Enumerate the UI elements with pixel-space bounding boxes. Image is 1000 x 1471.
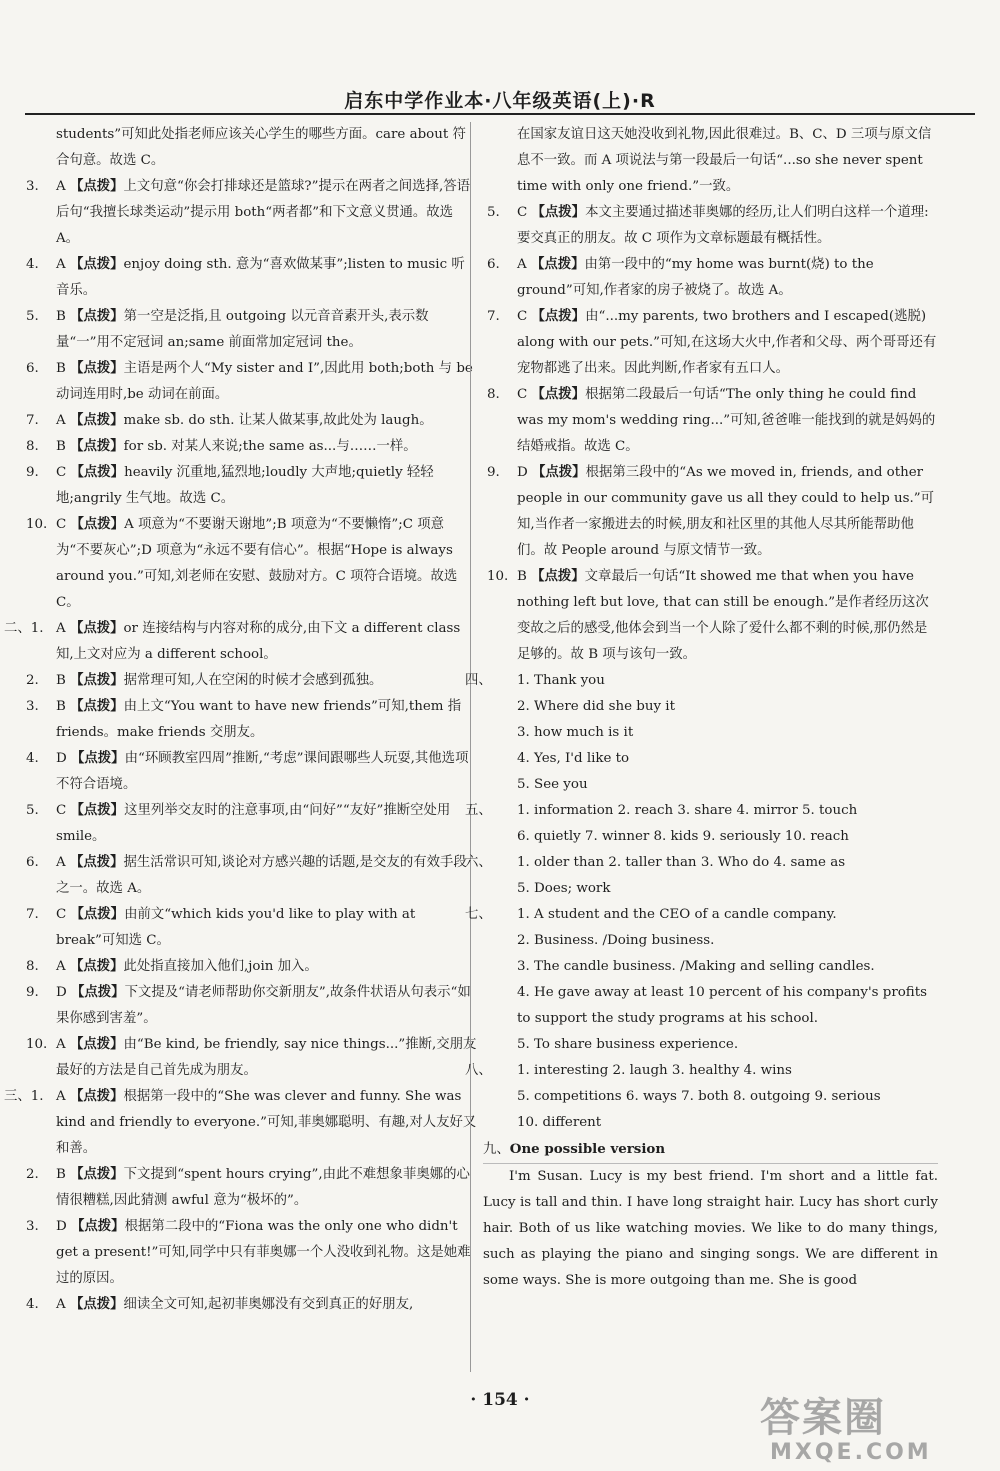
answer-item	[22, 174, 477, 252]
answer-item	[4, 1084, 477, 1162]
answer-item	[22, 460, 477, 512]
tip-label: 【点拨】	[69, 179, 124, 194]
answer-item	[22, 902, 477, 954]
answer-item	[22, 954, 477, 980]
answer-letter: B	[56, 699, 66, 714]
tip-label: 【点拨】	[69, 257, 124, 272]
tip-text: 第一空是泛指,且 outgoing 以元音音素开头,表示数量“一”用不定冠词 an;same 前面常加定冠词 the。	[56, 309, 429, 350]
column-divider	[470, 122, 471, 1372]
answer-letter: D	[56, 751, 67, 766]
answer-letter: A	[517, 257, 527, 272]
tip-text: make sb. do sth. 让某人做某事,故此处为 laugh。	[123, 413, 433, 428]
section-9	[483, 1136, 938, 1294]
section-6	[465, 850, 938, 902]
tip-text: enjoy doing sth. 意为“喜欢做某事”;listen to music 听音乐。	[56, 257, 465, 298]
page-header: 启东中学作业本·八年级英语(上)·R	[344, 90, 656, 112]
right-column	[465, 122, 938, 1294]
item-number: 7.	[26, 907, 39, 922]
tip-label: 【点拨】	[70, 309, 124, 324]
section-4	[465, 668, 938, 798]
item-number: 6.	[487, 257, 500, 272]
tip-label: 【点拨】	[69, 959, 124, 974]
tip-label: 【点拨】	[70, 1167, 124, 1182]
section-4-label: 四、	[465, 673, 492, 688]
answer-item	[22, 694, 477, 746]
item-number: 8.	[487, 387, 500, 402]
answer-item	[22, 122, 477, 174]
answer-item	[483, 564, 938, 668]
tip-label: 【点拨】	[531, 569, 585, 584]
item-number: 10.	[26, 1037, 48, 1052]
section-5-lines	[517, 798, 938, 850]
tip-label: 【点拨】	[70, 803, 125, 818]
tip-text: 此处指直接加入他们,join 加入。	[123, 959, 318, 974]
answer-line: 1. Thank you	[517, 673, 605, 688]
tip-label: 【点拨】	[70, 517, 125, 532]
section-7	[465, 902, 938, 1058]
section-9-title: One possible version	[509, 1141, 666, 1157]
answer-item	[483, 200, 938, 252]
answer-item	[22, 512, 477, 616]
tip-text: 由前文“which kids you'd like to play with at break”可知选 C。	[56, 907, 416, 948]
tip-label: 【点拨】	[531, 205, 586, 220]
essay-text: I'm Susan. Lucy is my best friend. I'm short and a little fat. Lucy is tall and thin. I have long straight hair. Lucy has short curly hair. Both of us like watching movies. We like to do many things, such as playing the piano and singing songs. We are different in some ways. She is more outgoing than me. She is good	[483, 1169, 938, 1288]
tip-text: 据生活常识可知,谈论对方感兴趣的话题,是交友的有效手段之一。故选 A。	[56, 855, 467, 896]
section-6-lines	[517, 850, 938, 902]
answer-letter: B	[517, 569, 527, 584]
answer-item	[22, 746, 477, 798]
section-7-items	[517, 902, 938, 1058]
answer-item	[483, 252, 938, 304]
tip-label: 【点拨】	[531, 387, 586, 402]
continuation-text: students”可知此处指老师应该关心学生的哪些方面。care about 符合句意。故选 C。	[56, 127, 466, 168]
item-number: 二、1.	[4, 621, 44, 636]
answer-letter: B	[56, 673, 66, 688]
tip-text: 根据第一段中的“She was clever and funny. She was kind and friendly to everyone.”可知,菲奥娜聪明、有趣,对人友好又和善。	[56, 1089, 477, 1156]
tip-text: 本文主要通过描述菲奥娜的经历,让人们明白这样一个道理:要交真正的朋友。故 C 项作为文章标题最有概括性。	[517, 205, 929, 246]
section-9-label: 九、	[483, 1142, 510, 1157]
item-number: 10.	[26, 517, 48, 532]
item-number: 6.	[26, 855, 39, 870]
answer-line: 1. interesting 2. laugh 3. healthy 4. wins	[517, 1063, 792, 1078]
answer-item	[22, 304, 477, 356]
section-6-label: 六、	[465, 855, 492, 870]
tip-text: 由上文“You want to have new friends”可知,them 指 friends。make friends 交朋友。	[56, 699, 462, 740]
tip-label: 【点拨】	[531, 309, 586, 324]
answer-item	[22, 798, 477, 850]
item-number: 7.	[26, 413, 39, 428]
item-number: 4.	[26, 1297, 39, 1312]
item-number: 9.	[26, 465, 39, 480]
tip-text: 主语是两个人“My sister and I”,因此用 both;both 与 be 动词连用时,be 动词在前面。	[56, 361, 473, 402]
answer-line: 1. A student and the CEO of a candle company.	[517, 907, 837, 922]
tip-text: 由“环顾教室四周”推断,“考虑”课间跟哪些人玩耍,其他选项不符合语境。	[56, 751, 469, 792]
item-number: 3.	[26, 179, 39, 194]
tip-label: 【点拨】	[70, 439, 124, 454]
answer-item	[483, 382, 938, 460]
tip-label: 【点拨】	[69, 1037, 124, 1052]
tip-text: for sb. 对某人来说;the same as...与……一样。	[123, 439, 417, 454]
tip-label: 【点拨】	[70, 361, 124, 376]
item-number: 5.	[26, 309, 39, 324]
tip-label: 【点拨】	[70, 673, 124, 688]
answer-item	[22, 1214, 477, 1292]
answer-letter: C	[56, 803, 67, 818]
answer-letter: A	[56, 1297, 66, 1312]
tip-text: 上文句意“你会打排球还是篮球?”提示在两者之间选择,答语后句“我擅长球类运动”提示用 both“两者都”和下文意义贯通。故选 A。	[56, 179, 471, 246]
answer-letter: B	[56, 439, 66, 454]
answer-letter: A	[56, 179, 66, 194]
tip-label: 【点拨】	[71, 985, 125, 1000]
item-number: 4.	[26, 257, 39, 272]
section-5	[465, 798, 938, 850]
answer-letter: D	[56, 1219, 67, 1234]
tip-label: 【点拨】	[69, 413, 124, 428]
item-number: 5.	[487, 205, 500, 220]
answer-line: 5. See you	[517, 777, 588, 792]
answer-line: 3. how much is it	[517, 725, 634, 740]
item-number: 2.	[26, 673, 39, 688]
item-number: 8.	[26, 439, 39, 454]
item-number: 5.	[26, 803, 39, 818]
tip-label: 【点拨】	[69, 855, 124, 870]
answer-letter: A	[56, 1037, 66, 1052]
answer-letter: C	[517, 205, 528, 220]
answer-letter: B	[56, 309, 66, 324]
answer-item	[483, 122, 938, 200]
answer-item	[483, 460, 938, 564]
item-number: 7.	[487, 309, 500, 324]
header-rule	[25, 113, 975, 115]
answer-item	[22, 980, 477, 1032]
tip-text: 这里列举交友时的注意事项,由“问好”“友好”推断空处用 smile。	[56, 803, 451, 844]
tip-label: 【点拨】	[71, 751, 125, 766]
answer-line: 10. different	[517, 1115, 602, 1130]
answer-line: 3. The candle business. /Making and selling candles.	[517, 959, 875, 974]
tip-label: 【点拨】	[70, 699, 124, 714]
tip-text: or 连接结构与内容对称的成分,由下文 a different class 知,上文对应为 a different school。	[56, 621, 461, 662]
section-8-lines	[517, 1058, 938, 1136]
answer-letter: A	[56, 413, 66, 428]
answer-line: 5. To share business experience.	[517, 1037, 739, 1052]
item-number: 4.	[26, 751, 39, 766]
answer-item	[22, 668, 477, 694]
answer-item	[4, 616, 477, 668]
left-column	[4, 122, 477, 1318]
answer-letter: B	[56, 361, 66, 376]
tip-text: 根据第三段中的“As we moved in, friends, and other people in our community gave us all they could to help us.”可知,当作者一家搬进去的时候,朋友和社区里的其他人尽其所能帮助他们。故 People around 与原文情节一致。	[517, 465, 935, 558]
answer-item	[22, 850, 477, 902]
answer-letter: A	[56, 257, 66, 272]
item-number: 3.	[26, 699, 39, 714]
watermark-sub-text: MXQE.COM	[770, 1440, 932, 1465]
answer-letter: C	[56, 907, 67, 922]
answer-line: 2. Where did she buy it	[517, 699, 675, 714]
item-number: 10.	[487, 569, 509, 584]
tip-text: 下文提到“spent hours crying”,由此不难想象菲奥娜的心情很糟糕,因此猜测 awful 意为“极坏的”。	[56, 1167, 470, 1208]
watermark-main-text: 答案圈	[760, 1395, 886, 1441]
answer-line: 1. information 2. reach 3. share 4. mirror 5. touch	[517, 803, 858, 818]
continuation-text: 在国家友谊日这天她没收到礼物,因此很难过。B、C、D 三项与原文信息不一致。而 A 项说法与第一段最后一句话“...so she never spent time with only one friend.”一致。	[517, 127, 932, 194]
tip-label: 【点拨】	[70, 465, 125, 480]
tip-text: 由“Be kind, be friendly, say nice things...”推断,交朋友最好的方法是自己首先成为朋友。	[56, 1037, 477, 1078]
tip-text: 文章最后一句话“It showed me that when you have nothing left but love, that can still be enough.”是作者经历这次变故之后的感受,他体会到当一个人除了爱什么都不剩的时候,那仍然是足够的。故 B 项与该句一致。	[517, 569, 929, 662]
tip-text: heavily 沉重地,猛烈地;loudly 大声地;quietly 轻轻地;angrily 生气地。故选 C。	[56, 465, 434, 506]
answer-letter: A	[56, 855, 66, 870]
tip-text: 下文提及“请老师帮助你交新朋友”,故条件状语从句表示“如果你感到害羞”。	[56, 985, 471, 1026]
tip-label: 【点拨】	[69, 1297, 124, 1312]
tip-text: A 项意为“不要谢天谢地”;B 项意为“不要懒惰”;C 项意为“不要灰心”;D 项意为“永远不要有信心”。根据“Hope is always around you.”可知,刘老师在安慰、鼓励对方。C 项符合语境。故选 C。	[56, 517, 458, 610]
answer-letter: C	[56, 517, 67, 532]
answer-line: 1. older than 2. taller than 3. Who do 4. same as	[517, 855, 846, 870]
tip-text: 细读全文可知,起初菲奥娜没有交到真正的好朋友,	[123, 1297, 414, 1312]
answer-item	[22, 356, 477, 408]
tip-label: 【点拨】	[70, 907, 125, 922]
answer-letter: D	[56, 985, 67, 1000]
tip-label: 【点拨】	[69, 621, 124, 636]
tip-label: 【点拨】	[530, 257, 585, 272]
page-number: · 154 ·	[470, 1390, 530, 1410]
answer-letter: C	[517, 387, 528, 402]
answer-line: 5. competitions 6. ways 7. both 8. outgoing 9. serious	[517, 1089, 881, 1104]
tip-text: 根据第二段最后一句话“The only thing he could find was my mom's wedding ring...”可知,爸爸唯一能找到的就是妈妈的结婚戒指。故选 C。	[517, 387, 936, 454]
answer-letter: D	[517, 465, 528, 480]
tip-label: 【点拨】	[71, 1219, 125, 1234]
tip-text: 据常理可知,人在空闲的时候才会感到孤独。	[123, 673, 383, 688]
answer-letter: C	[56, 465, 67, 480]
item-number: 3.	[26, 1219, 39, 1234]
answer-letter: B	[56, 1167, 66, 1182]
answer-item	[22, 1292, 477, 1318]
answer-item	[483, 304, 938, 382]
section-5-label: 五、	[465, 803, 492, 818]
answer-item	[22, 408, 477, 434]
tip-text: 根据第二段中的“Fiona was the only one who didn't get a present!”可知,同学中只有菲奥娜一个人没收到礼物。这是她难过的原因。	[56, 1219, 471, 1286]
tip-label: 【点拨】	[69, 1089, 124, 1104]
answer-line: 4. Yes, I'd like to	[517, 751, 630, 766]
item-number: 2.	[26, 1167, 39, 1182]
answer-letter: A	[56, 621, 66, 636]
answer-item	[22, 1162, 477, 1214]
item-number: 6.	[26, 361, 39, 376]
answer-letter: A	[56, 1089, 66, 1104]
answer-item	[22, 252, 477, 304]
item-number: 9.	[26, 985, 39, 1000]
answer-line: 2. Business. /Doing business.	[517, 933, 715, 948]
tip-text: 由第一段中的“my home was burnt(烧) to the ground”可知,作者家的房子被烧了。故选 A。	[517, 257, 874, 298]
section-8-label: 八、	[465, 1063, 492, 1078]
tip-label: 【点拨】	[532, 465, 586, 480]
watermark-logo	[760, 1395, 1000, 1471]
right-answer-items	[483, 122, 938, 668]
item-number: 8.	[26, 959, 39, 974]
answer-item	[22, 1032, 477, 1084]
tip-text: 由“...my parents, two brothers and I escaped(逃脱) along with our pets.”可知,在这场大火中,作者和父母、两个哥哥还有宠物都逃了出来。因此判断,作者家有五口人。	[517, 309, 937, 376]
section-7-label: 七、	[465, 907, 492, 922]
item-number: 9.	[487, 465, 500, 480]
item-number: 三、1.	[4, 1089, 44, 1104]
answer-line: 4. He gave away at least 10 percent of his company's profits to support the study programs at his school.	[517, 985, 927, 1026]
answer-letter: C	[517, 309, 528, 324]
answer-line: 6. quietly 7. winner 8. kids 9. seriously 10. reach	[517, 829, 849, 844]
answer-item	[22, 434, 477, 460]
answer-line: 5. Does; work	[517, 881, 611, 896]
section-4-items	[517, 668, 938, 798]
answer-letter: A	[56, 959, 66, 974]
section-8	[465, 1058, 938, 1136]
